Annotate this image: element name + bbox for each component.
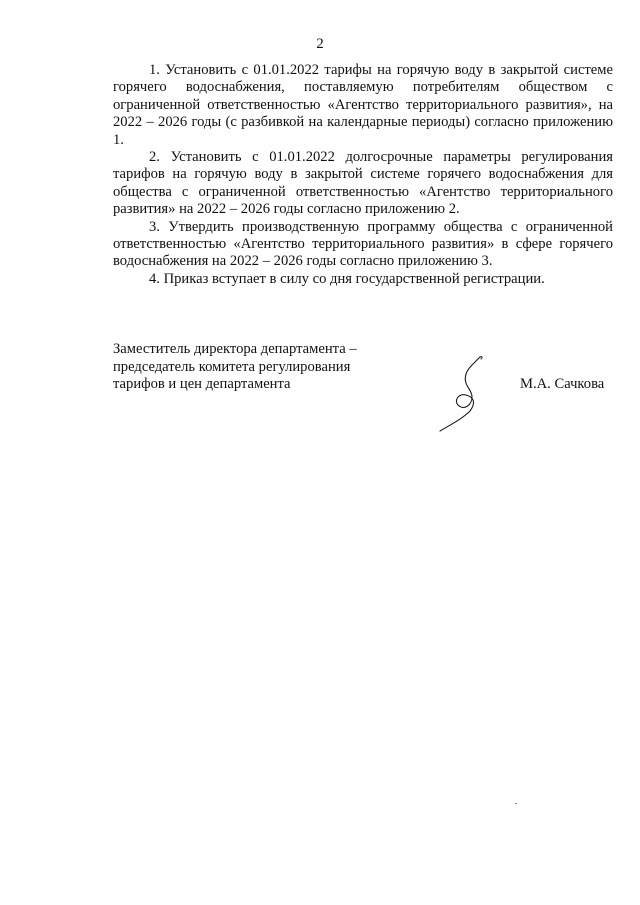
handwritten-signature — [436, 355, 496, 433]
signer-position — [113, 341, 413, 394]
signer-name: М.А. Сачкова — [520, 376, 605, 392]
signer-position-line-1: Заместитель директора департамента – — [113, 341, 357, 357]
order-body — [113, 62, 613, 288]
signer-position-line-2: председатель комитета регулирования — [113, 358, 351, 375]
page-number: 2 — [316, 36, 324, 52]
order-item-3: 3. Утвердить производственную программу общества с ограниченной ответственностью «Агентство территориального развития» в сфере горячего водоснабжения на 2022 – 2026 годы согласно приложению 3. — [113, 218, 613, 270]
order-item-4: 4. Приказ вступает в силу со дня государственной регистрации. — [149, 270, 545, 287]
signature-block — [113, 341, 613, 394]
signer-position-line-3: тарифов и цен департамента — [113, 376, 291, 393]
scan-speck — [515, 803, 517, 804]
order-item-2: 2. Установить с 01.01.2022 долгосрочные параметры регулирования тарифов на горячую воду в закрытой системе горячего водоснабжения для общества с ограниченной ответственностью «Агентство территориального развития» на 2022 – 2026 годы согласно приложению 2. — [113, 149, 613, 218]
order-item-1: 1. Установить с 01.01.2022 тарифы на горячую воду в закрытой системе горячего водоснабжения, поставляемую потребителям обществом с ограниченной ответственностью «Агентство территориального развития», на 2022 – 2026 годы (с разбивкой на календарные периоды) согласно приложению 1. — [113, 62, 613, 148]
